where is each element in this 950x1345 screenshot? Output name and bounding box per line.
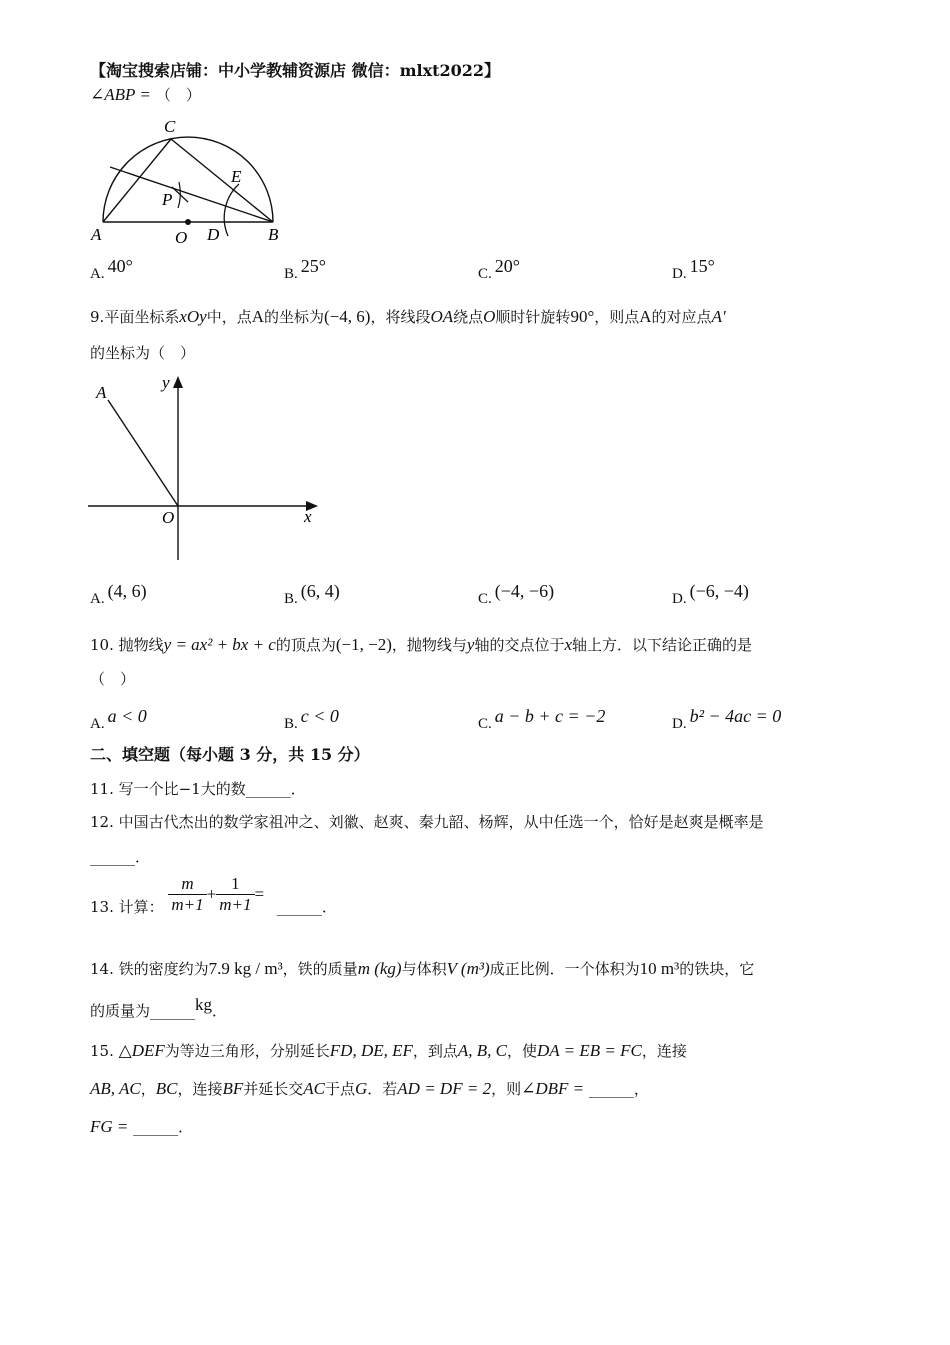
q11-text: 11. 写一个比−1大的数______． — [90, 780, 306, 798]
q12-line1: 12. 中国古代杰出的数学家祖冲之、刘徽、赵爽、秦九韶、杨辉，从中任选一个，恰好是赵爽是概率是 — [90, 813, 764, 831]
q9-stem-line2: 的坐标为（ ） — [90, 344, 196, 362]
q10-stem-line2: （ ） — [90, 670, 136, 688]
y-axis-arrow — [173, 376, 183, 388]
q10-option-d[interactable]: D. b² − 4ac = 0 — [672, 706, 782, 732]
label-e: E — [231, 167, 242, 186]
q14-line2: 的质量为______kg． — [90, 995, 228, 1020]
q14-line1: 14. 铁的密度约为7.9 kg / m³，铁的质量m (kg)与体积V (m³)成正比例．一个体积为10 m³的铁块，它 — [90, 959, 755, 978]
q10-option-c[interactable]: C. a − b + c = −2 — [478, 706, 606, 732]
label-a: A — [91, 225, 102, 244]
q8-option-d[interactable]: D. 15° — [672, 256, 715, 282]
label-o: O — [162, 508, 175, 527]
chord-cb — [171, 139, 273, 222]
q15-line3: FG = ______． — [90, 1117, 194, 1136]
q10-stem-line1: 10. 抛物线y = ax² + bx + c的顶点为(−1, −2)，抛物线与y轴的交点位于x轴上方．以下结论正确的是 — [90, 635, 753, 654]
line-bp — [110, 167, 273, 222]
label-o: O — [175, 228, 188, 247]
q8-angle: ∠ABP = — [90, 85, 151, 104]
q8-paren: （ ） — [155, 86, 201, 104]
q10-option-b[interactable]: B. c < 0 — [284, 706, 339, 732]
label-c: C — [164, 117, 176, 136]
q10-option-a[interactable]: A. a < 0 — [90, 706, 147, 732]
q15-line2: AB, AC，BC，连接BF并延长交AC于点G．若AD = DF = 2，则∠DBF = ______， — [90, 1079, 649, 1098]
q9-stem-line1: 9.平面坐标系xOy中，点A的坐标为(−4, 6)，将线段OA绕点O顺时针旋转90°，则点A的对应点A′ — [90, 307, 726, 326]
label-x: x — [304, 507, 312, 526]
label-d: D — [207, 225, 220, 244]
label-p: P — [162, 190, 173, 209]
q8-option-a[interactable]: A. 40° — [90, 256, 133, 282]
q8-option-b[interactable]: B. 25° — [284, 256, 326, 282]
q8-stem — [90, 84, 201, 105]
segment-oa — [108, 400, 178, 506]
q9-option-a[interactable]: A. (4, 6) — [90, 581, 147, 607]
label-a: A — [96, 383, 107, 402]
q8-option-c[interactable]: C. 20° — [478, 256, 520, 282]
q9-option-b[interactable]: B. (6, 4) — [284, 581, 340, 607]
header-watermark: 【淘宝搜索店铺：中小学教辅资源店 微信：mlxt2022】 — [90, 61, 501, 80]
q13-blank: ______． — [276, 898, 337, 916]
label-b: B — [268, 225, 279, 244]
section-title: 二、填空题（每小题 3 分，共 15 分） — [90, 745, 370, 764]
q13-fraction-2: $\frac{1}{m+1}$ — [216, 874, 254, 915]
label-y: y — [162, 373, 170, 392]
q12-line2: ______． — [90, 848, 151, 866]
q15-line1: 15. △DEF为等边三角形，分别延长FD, DE, EF，到点A, B, C，使DA = EB = FC，连接 — [90, 1041, 687, 1060]
q9-figure — [88, 370, 328, 565]
q9-option-d[interactable]: D. (−6, −4) — [672, 581, 749, 607]
q13-fraction-1: $\frac{m}{m+1}$ — [168, 874, 206, 915]
q8-figure — [88, 112, 288, 247]
q13: 13. 计算： $\frac{m}{m+1}$ + $\frac{1}{m+1}$ = ______． — [90, 874, 337, 916]
q9-option-c[interactable]: C. (−4, −6) — [478, 581, 555, 607]
semicircle-arc — [103, 137, 273, 222]
point-o — [185, 219, 191, 225]
q13-prefix: 13. 计算： — [90, 898, 164, 916]
